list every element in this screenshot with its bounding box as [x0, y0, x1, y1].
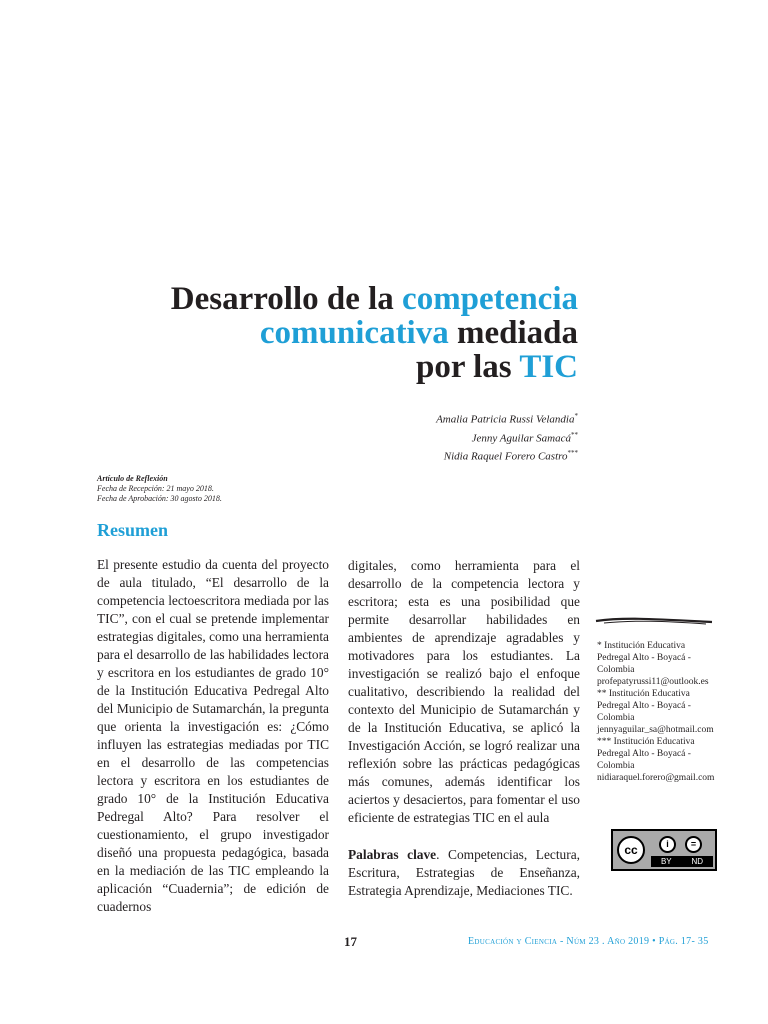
page-number: 17: [344, 934, 357, 949]
keywords: [348, 846, 580, 900]
decorative-divider: [594, 611, 714, 629]
creative-commons-badge[interactable]: [611, 829, 717, 871]
affiliation-institution: Institución Educativa Pedregal Alto - Boyacá - Colombia: [597, 641, 691, 675]
title-highlight-competencia: competencia: [402, 281, 578, 317]
affiliation-mark: **: [597, 689, 607, 699]
license-nd: ND: [691, 857, 704, 866]
section-heading-resumen: Resumen: [97, 520, 168, 540]
title-highlight-comunicativa: comunicativa: [259, 315, 449, 351]
author: [436, 446, 578, 465]
affiliation: [597, 736, 717, 784]
affiliation-mark: ***: [597, 737, 612, 747]
title-line1: Desarrollo de la: [170, 281, 403, 317]
author: [436, 428, 578, 447]
affiliation-institution: Institución Educativa Pedregal Alto - Boyacá - Colombia: [597, 689, 691, 723]
affiliation-email[interactable]: jennyaguilar_sa@hotmail.com: [597, 725, 714, 735]
abstract-column-2: [348, 557, 580, 900]
author-name: Amalia Patricia Russi Velandia: [436, 413, 575, 426]
author-mark: *: [574, 412, 578, 420]
affiliation-email[interactable]: nidiaraquel.forero@gmail.com: [597, 773, 715, 783]
title-line3: por las: [415, 349, 520, 385]
attribution-icon: i: [659, 836, 676, 853]
author-mark: **: [571, 430, 578, 439]
affiliation: [597, 688, 717, 736]
license-by: BY: [660, 857, 672, 866]
author: [436, 409, 578, 428]
received-date: Fecha de Recepción: 21 mayo 2018.: [97, 484, 214, 493]
keywords-text: . Competencias, Lectura, Escritura, Estrategias de Enseñanza, Estrategia Aprendizaje, Mediaciones TIC.: [348, 847, 581, 898]
no-derivatives-icon: =: [685, 836, 702, 853]
abstract-text: digitales, como herramienta para el desarrollo de la competencia lectora y escritora; esta es una posibilidad que permite desarrollar habilidades en ambientes de aprendizaje agradables y motivadores para los estudiantes. La investigación se realizó bajo el enfoque cualitativo, describiendo la realidad del contexto del Municipio de Sutamarchán y de la Institución Educativa, se aplicó la Investigación Acción, se logró realizar una reflexión sobre las prácticas pedagógicas más comunes, además identificar los aciertos y desaciertos, para fomentar el uso eficiente de estrategias TIC en el aula: [348, 558, 580, 825]
abstract-column-1: El presente estudio da cuenta del proyecto de aula titulado, “El desarrollo de la competencia lectoescritora mediada por las TIC”, con el cual se pretende implementar estrategias digitales, como una herramienta para el desarrollo de las habilidades lectora y escritora en los estudiantes de grado 10° de la Institución Educativa Pedregal Alto del Municipio de Sutamarchán, la pregunta que orienta la investigación es: ¿Cómo influyen las estrategias mediadas por TIC en el desarrollo de las competencias lectora y escritora en los estudiantes de grado 10° de la Institución Educativa Pedregal Alto? Para resolver el cuestionamiento, el grupo investigador diseñó una propuesta pedagógica, basada en la mediación de las TIC empleando la aplicación “Cuadernia”; de edición de cuadernos: [97, 557, 329, 914]
affiliations: [597, 640, 717, 784]
cc-logo-icon: cc: [617, 836, 645, 864]
author-name: Jenny Aguilar Samacá: [471, 432, 571, 445]
keywords-label: Palabras clave: [348, 847, 437, 862]
article-title: [171, 282, 578, 384]
title-line2: mediada: [448, 315, 578, 351]
affiliation-mark: *: [597, 641, 602, 651]
article-type: Artículo de Reflexión: [97, 474, 168, 483]
title-highlight-tic: TIC: [519, 349, 578, 385]
approved-date: Fecha de Aprobación: 30 agosto 2018.: [97, 494, 222, 503]
affiliation-email[interactable]: profepatyrussi11@outlook.es: [597, 677, 709, 687]
affiliation-institution: Institución Educativa Pedregal Alto - Boyacá - Colombia: [597, 737, 695, 771]
journal-footer: Educación y Ciencia - Núm 23 . Año 2019 • Pág. 17- 35: [468, 936, 709, 947]
article-meta: [97, 474, 222, 504]
author-mark: ***: [567, 449, 578, 458]
author-list: [436, 409, 578, 465]
affiliation: [597, 640, 717, 688]
author-name: Nidia Raquel Forero Castro: [443, 450, 568, 463]
license-bar: [651, 856, 713, 867]
